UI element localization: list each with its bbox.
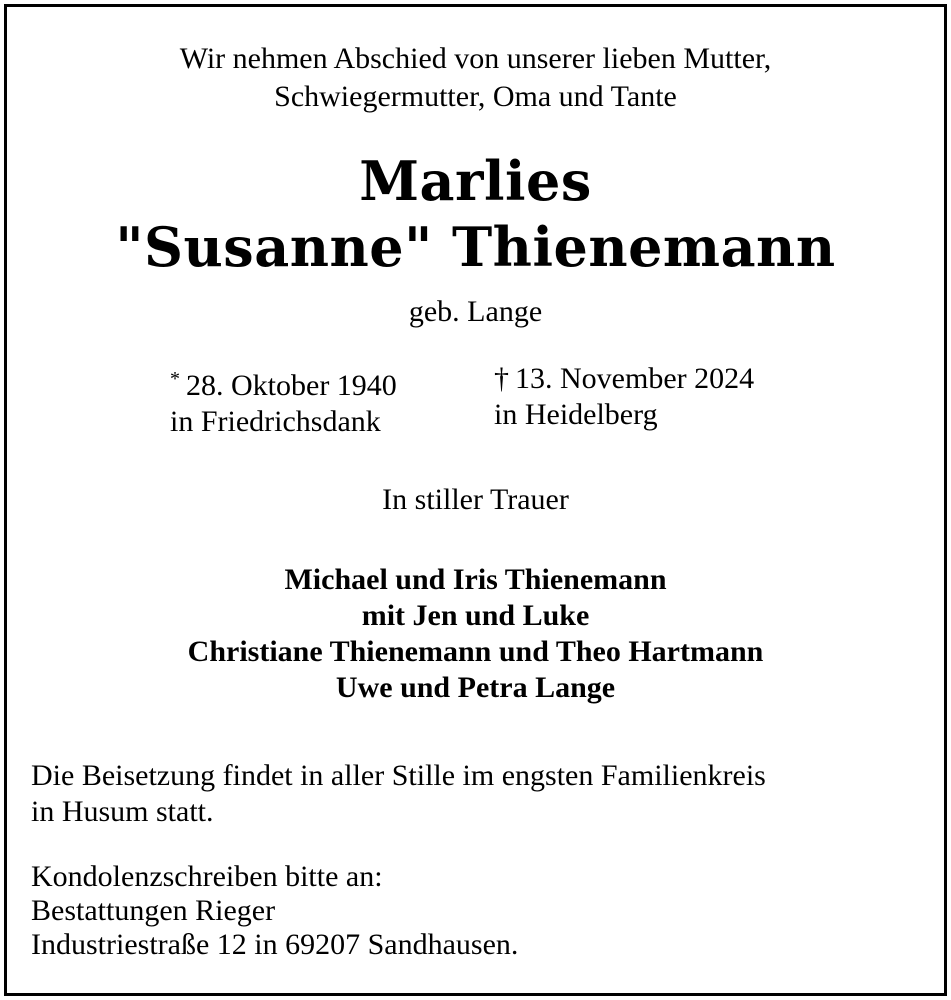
birth-place: in Friedrichsdank: [170, 405, 381, 438]
deceased-full-name: "Susanne" Thienemann: [115, 215, 836, 279]
condolence-heading: Kondolenzschreiben bitte an:: [31, 860, 383, 893]
death-date-line: [494, 361, 754, 397]
birth-date-line: [170, 361, 397, 404]
mourner-line: Michael und Iris Thienemann: [284, 563, 667, 596]
birth-info: [170, 361, 397, 440]
birth-name: geb. Lange: [408, 295, 543, 328]
birth-date: 28. Oktober 1940: [186, 369, 397, 402]
burial-notice-line-1: Die Beisetzung findet in aller Stille im engsten Familienkreis: [31, 759, 766, 792]
death-place: in Heidelberg: [494, 398, 658, 431]
death-date: 13. November 2024: [515, 362, 755, 395]
mourning-text: In stiller Trauer: [382, 483, 569, 516]
intro-line-1: Wir nehmen Abschied von unserer lieben Mutter,: [179, 42, 772, 75]
burial-notice: [31, 758, 931, 830]
intro-text: [0, 40, 951, 116]
death-info: [494, 361, 754, 433]
birth-symbol: *: [170, 368, 180, 390]
deceased-first-name: Marlies: [359, 149, 592, 213]
death-symbol: †: [494, 362, 509, 395]
funeral-home-name: Bestattungen Rieger: [31, 894, 276, 927]
condolence-contact: [31, 860, 931, 962]
funeral-home-address: Industriestraße 12 in 69207 Sandhausen.: [31, 928, 519, 961]
intro-line-2: Schwiegermutter, Oma und Tante: [274, 80, 677, 113]
mourner-line: Christiane Thienemann und Theo Hartmann: [187, 635, 764, 668]
mourner-line: Uwe und Petra Lange: [335, 671, 616, 704]
burial-notice-line-2: in Husum statt.: [31, 795, 214, 828]
deceased-name: [0, 148, 951, 280]
mourner-line: mit Jen und Luke: [361, 599, 590, 632]
mourners-list: [0, 562, 951, 706]
